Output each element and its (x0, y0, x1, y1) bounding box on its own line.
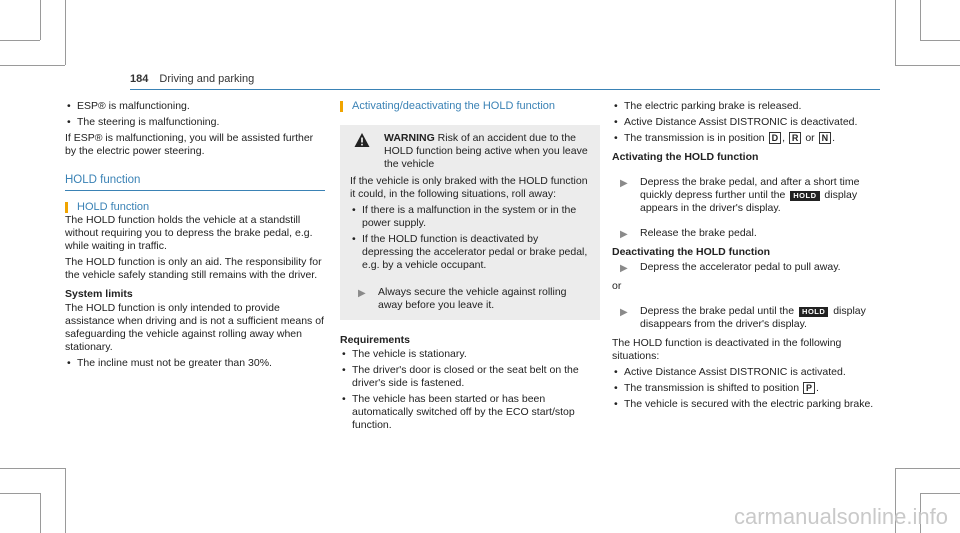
step-text: Depress the brake pedal until the (640, 305, 795, 317)
or-text: or (612, 280, 622, 292)
gear-n-icon: N (819, 132, 832, 144)
requirements-list (340, 348, 600, 432)
list-item: • The driver's door is closed or the seat belt on the driver's side is fastened. (340, 364, 600, 390)
list-item: • The vehicle is secured with the electric parking brake. (612, 398, 877, 411)
step-text: Depress the brake pedal, and after a short time quickly depress further until the (640, 176, 860, 201)
watermark: carmanualsonline.info (733, 504, 948, 529)
step-text: Depress the accelerator pedal to pull away. (640, 261, 841, 273)
column-left (65, 100, 325, 373)
step-text: Release the brake pedal. (640, 227, 757, 239)
deactivating-title: Deactivating the HOLD function (612, 246, 771, 258)
column-middle (340, 100, 600, 435)
crop-mark (40, 493, 41, 533)
warning-list (350, 204, 590, 272)
auto-deactivation-text: The HOLD function is deactivated in the following situations: (612, 337, 842, 362)
hold-icon: HOLD (790, 191, 819, 201)
section-name: Driving and parking (159, 73, 255, 85)
list-item: • Active Distance Assist DISTRONIC is activated. (612, 366, 877, 379)
column-right (612, 100, 877, 414)
list-item: • The steering is malfunctioning. (65, 116, 325, 129)
list-item: • If there is a malfunction in the system or in the power supply. (350, 204, 590, 230)
warning-step (350, 286, 590, 312)
crop-mark (895, 468, 960, 469)
crop-mark (895, 65, 960, 66)
system-limits-paragraph: The HOLD function is only intended to provide assistance when driving and is not a sufficient means of safeguarding the vehicle against rolling away when stationary. (65, 302, 324, 353)
warning-text: If the vehicle is only braked with the HOLD function it could, in the following situations, roll away: (350, 175, 588, 200)
step-arrow-icon: ▶ (620, 263, 628, 274)
warning-box (340, 125, 600, 320)
deactivate-alt-step (612, 305, 877, 331)
step-text: Always secure the vehicle against rolling away before you leave it. (378, 286, 567, 311)
activate-step (612, 176, 877, 215)
list-item: • The incline must not be greater than 30%. (65, 357, 325, 370)
crop-mark (920, 0, 921, 40)
list-item: • The vehicle is stationary. (340, 348, 600, 361)
activation-title: Activating/deactivating the HOLD function (340, 100, 600, 113)
crop-mark (65, 468, 66, 533)
or-text: or (805, 132, 815, 144)
transmission-text: The transmission is in position (624, 132, 765, 144)
warning-label: WARNING (384, 132, 435, 144)
crop-mark (0, 468, 65, 469)
transmission-text: The transmission is shifted to position (624, 382, 800, 394)
list-item: • The transmission is in position D , R or N . (612, 132, 877, 145)
system-limits-title: System limits (65, 288, 133, 300)
crop-mark (920, 40, 960, 41)
list-item: • If the HOLD function is deactivated by depressing the accelerator pedal or brake pedal, e.g. by a vehicle occupant. (350, 233, 590, 272)
step-arrow-icon: ▶ (620, 178, 628, 189)
requirements-title: Requirements (340, 334, 411, 346)
requirements-list-continued (612, 100, 877, 145)
gear-p-icon: P (803, 382, 815, 394)
subsection-title: HOLD function (65, 201, 325, 214)
section-title: HOLD function (65, 174, 325, 191)
list-item: • Active Distance Assist DISTRONIC is deactivated. (612, 116, 877, 129)
limits-list (65, 357, 325, 370)
list-item: • The vehicle has been started or has been automatically switched off by the ECO start/stop function. (340, 393, 600, 432)
warning-header (350, 132, 590, 171)
hold-paragraph: The HOLD function holds the vehicle at a standstill without requiring you to depress the brake pedal, e.g. while waiting in traffic. (65, 214, 313, 252)
header-rule (130, 89, 880, 90)
crop-mark (0, 40, 40, 41)
gear-d-icon: D (769, 132, 782, 144)
list-item: • The electric parking brake is released. (612, 100, 877, 113)
step-text: display disappears from the driver's display. (640, 305, 866, 330)
list-item: • The transmission is shifted to position P . (612, 382, 877, 395)
deactivate-step (612, 261, 877, 274)
step-arrow-icon: ▶ (620, 307, 628, 318)
step-arrow-icon: ▶ (358, 288, 366, 299)
hold-icon: HOLD (799, 307, 828, 317)
crop-mark (0, 65, 65, 66)
gear-r-icon: R (789, 132, 802, 144)
release-step (612, 227, 877, 240)
crop-mark (65, 0, 66, 65)
esp-list (65, 100, 325, 129)
activating-title: Activating the HOLD function (612, 151, 759, 163)
crop-mark (920, 493, 960, 494)
step-arrow-icon: ▶ (620, 229, 628, 240)
warning-triangle-icon (354, 132, 370, 148)
crop-mark (895, 0, 896, 65)
auto-deactivation-list (612, 366, 877, 411)
step-text: display appears in the driver's display. (640, 189, 858, 214)
esp-paragraph: If ESP® is malfunctioning, you will be assisted further by the electric power steering. (65, 132, 314, 157)
crop-mark (0, 493, 40, 494)
warning-headline: Risk of an accident due to the HOLD function being active when you leave the vehicle (384, 132, 588, 170)
hold-responsibility-paragraph: The HOLD function is only an aid. The responsibility for the vehicle safely standing still remains with the driver. (65, 256, 322, 281)
list-item: • ESP® is malfunctioning. (65, 100, 325, 113)
page-number: 184 (130, 73, 149, 85)
crop-mark (40, 0, 41, 40)
page-header (130, 73, 254, 85)
